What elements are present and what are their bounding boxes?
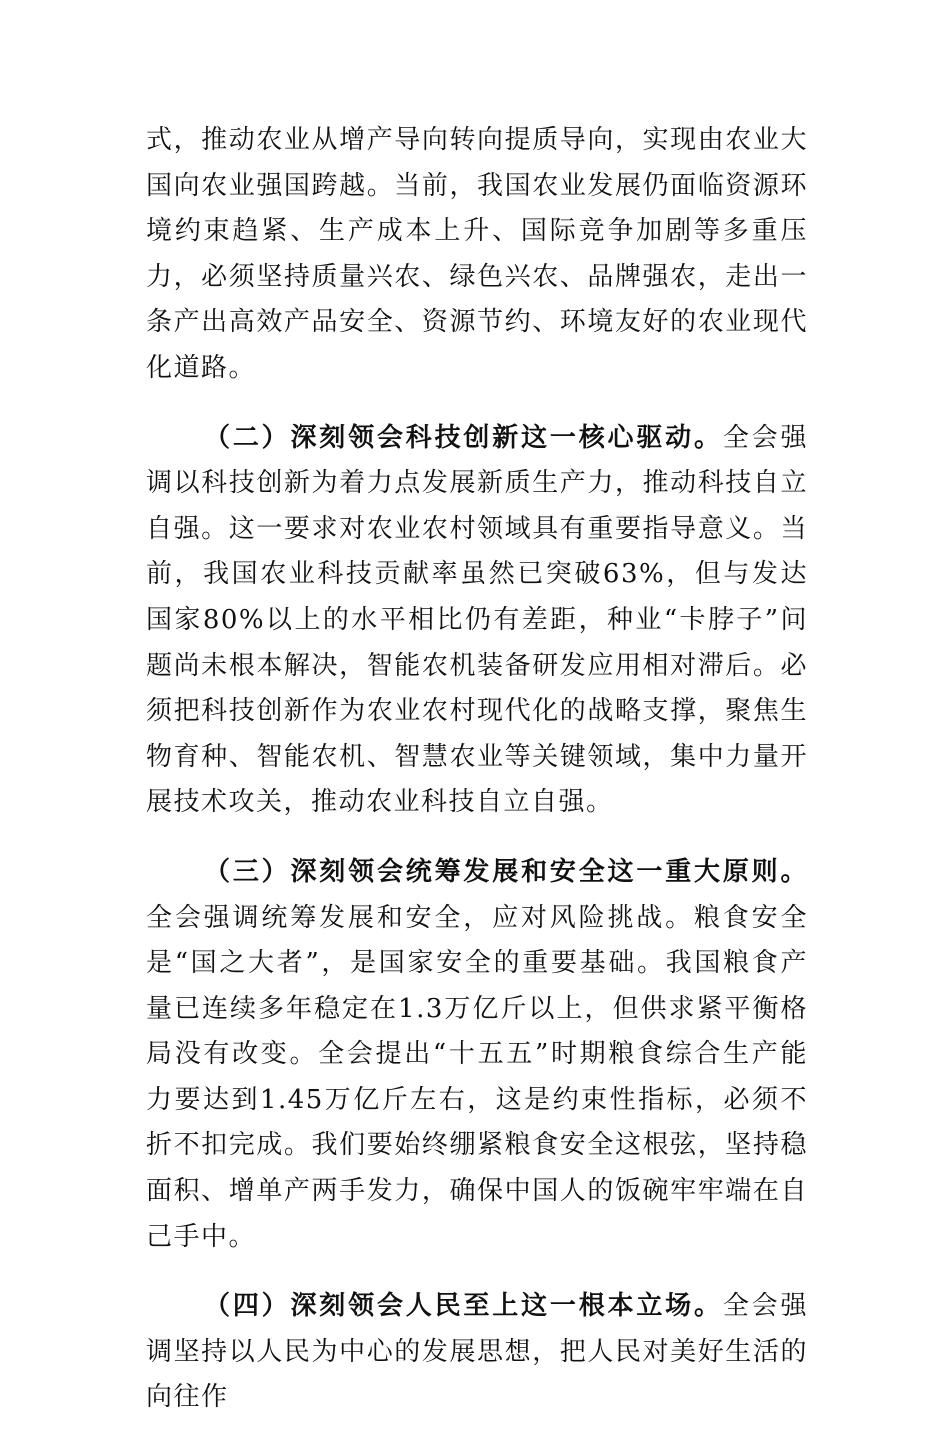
paragraph-section-4 [146,1284,808,1421]
paragraph-continuation [146,118,808,392]
section-heading: （三）深刻领会统筹发展和安全这一重大原则。 [204,856,808,887]
paragraph-text: 式，推动农业从增产导向转向提质导向，实现由农业大国向农业强国跨越。当前，我国农业发展仍面临资源环境约束趋紧、生产成本上升、国际竞争加剧等多重压力，必须坚持质量兴农、绿色兴农、品牌强农，走出一条产出高效产品安全、资源节约、环境友好的农业现代化道路。 [146,125,808,383]
section-heading: （二）深刻领会科技创新这一核心驱动。 [204,422,723,453]
document-body [146,118,808,1445]
paragraph-section-2 [146,416,808,826]
paragraph-text: 全会强调以科技创新为着力点发展新质生产力，推动科技自立自强。这一要求对农业农村领域具有重要指导意义。当前，我国农业科技贡献率虽然已突破63%，但与发达国家80%以上的水平相比仍有差距，种业“卡脖子”问题尚未根本解决，智能农机装备研发应用相对滞后。必须把科技创新作为农业农村现代化的战略支撑，聚焦生物育种、智能农机、智慧农业等关键领域，集中力量开展技术攻关，推动农业科技自立自强。 [146,422,808,818]
paragraph-section-3 [146,850,808,1260]
paragraph-text: 全会强调统筹发展和安全，应对风险挑战。粮食安全是“国之大者”，是国家安全的重要基础。我国粮食产量已连续多年稳定在1.3万亿斤以上，但供求紧平衡格局没有改变。全会提出“十五五”时期粮食综合生产能力要达到1.45万亿斤左右，这是约束性指标，必须不折不扣完成。我们要始终绷紧粮食安全这根弦，坚持稳面积、增单产两手发力，确保中国人的饭碗牢牢端在自己手中。 [146,902,808,1252]
section-heading: （四）深刻领会人民至上这一根本立场。 [204,1291,723,1322]
paragraph-text: 全会强调坚持以人民为中心的发展思想，把人民对美好生活的向往作 [146,1291,808,1413]
